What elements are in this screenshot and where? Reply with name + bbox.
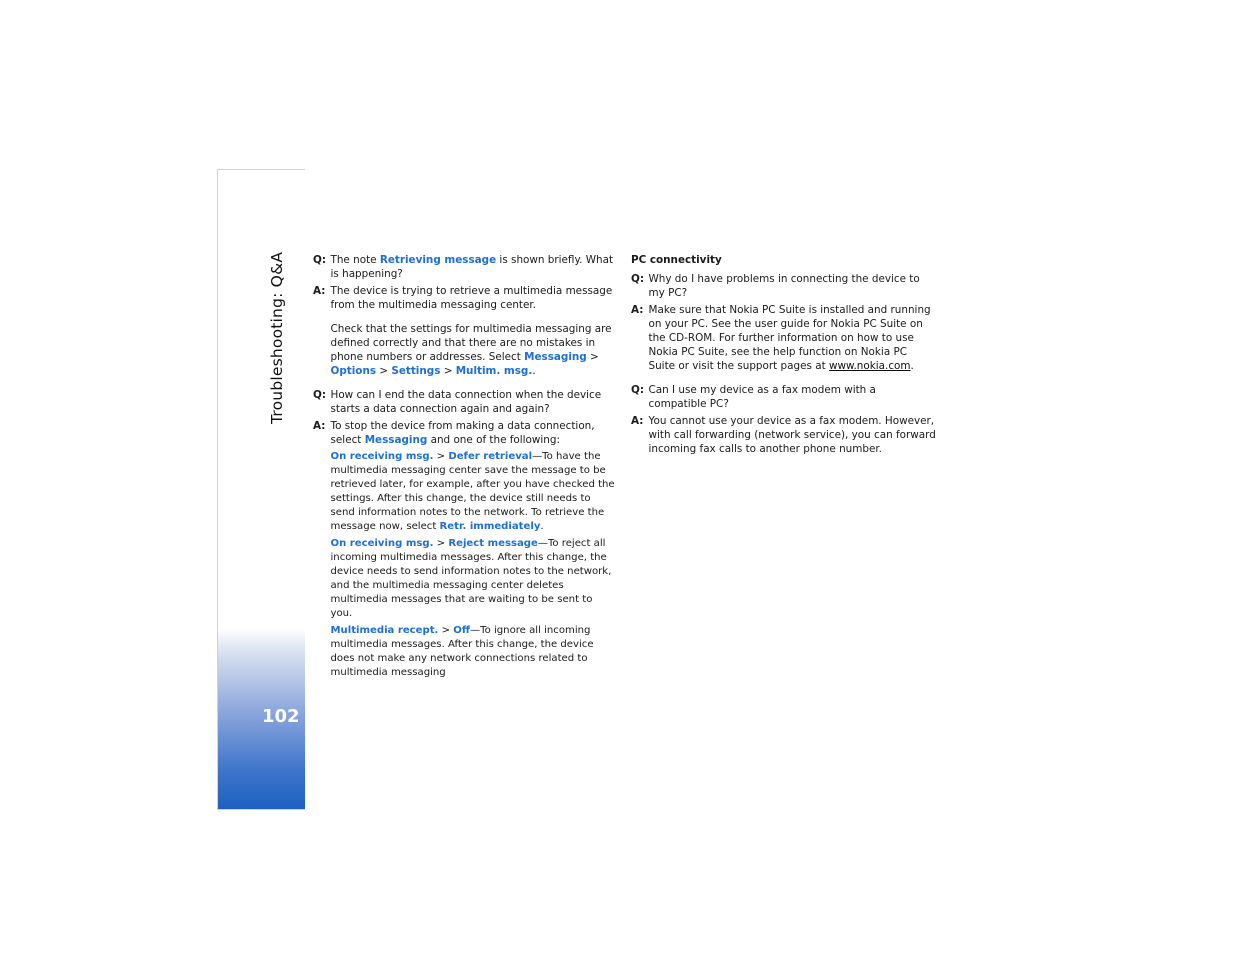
option-description: —To ignore all incoming multimedia messages. After this change, the device does not make any network connections related to multimedia messaging xyxy=(330,625,594,678)
question-text: Why do I have problems in connecting the device to my PC? xyxy=(648,273,920,299)
page-number: 102 xyxy=(262,706,300,727)
answer-settings-paragraph: Check that the settings for multimedia messaging are defined correctly and that there are no mistakes in phone numbers or addresses. Select Messaging > Options > Settings > Multim. msg.. xyxy=(330,323,612,377)
question-tag: Q: xyxy=(313,389,326,401)
option-defer-retrieval: On receiving msg. > Defer retrieval—To have the multimedia messaging center save the message to be retrieved later, for example, after you have checked the settings. After this change, the device still needs to send information notes to the network. To retrieve the message now, select Retr. immediately. xyxy=(330,451,615,532)
question-fax-modem xyxy=(631,383,936,411)
chapter-title-text: Troubleshooting: Q&A xyxy=(268,251,286,424)
answer-tag: A: xyxy=(631,415,644,427)
option-defer-retrieval-label[interactable]: Defer retrieval xyxy=(448,451,533,462)
question-tag: Q: xyxy=(631,273,644,285)
section-title: PC connectivity xyxy=(631,254,722,266)
answer-text: To stop the device from making a data connection, select xyxy=(330,420,595,446)
question-retrieving-message xyxy=(313,253,615,281)
answer-text: Make sure that Nokia PC Suite is installed and running on your PC. See the user guide for Nokia PC Suite on the CD-ROM. For further information on how to use Nokia PC Suite, see the help function on Nokia PC Suite or visit the support pages at xyxy=(648,304,931,372)
right-column xyxy=(631,253,936,459)
menu-messaging[interactable]: Messaging xyxy=(364,434,428,446)
answer-tag: A: xyxy=(313,420,326,432)
option-description: —To reject all incoming multimedia messages. After this change, the device needs to send information notes to the network, and the multimedia messaging center deletes multimedia messages that are waiting to be sent to you. xyxy=(330,538,612,619)
question-data-connection xyxy=(313,388,615,416)
answer-data-connection: A: To stop the device from making a data connection, select Messaging and one of the following: xyxy=(313,420,595,446)
option-multimedia-recept[interactable]: Multimedia recept. xyxy=(330,625,439,636)
answer-pc-connection: A: Make sure that Nokia PC Suite is installed and running on your PC. See the user guide for Nokia PC Suite on the CD-ROM. For further information on how to use Nokia PC Suite, see the help function on Nokia PC Suite or visit the support pages at www.nokia.com. xyxy=(631,304,931,372)
menu-settings[interactable]: Settings xyxy=(391,365,441,377)
menu-options[interactable]: Options xyxy=(330,365,377,377)
option-reject-message: On receiving msg. > Reject message—To reject all incoming multimedia messages. After this change, the device needs to send information notes to the network, and the multimedia messaging center deletes multimedia messages that are waiting to be sent to you. xyxy=(330,538,612,619)
paragraph-text: Check that the settings for multimedia messaging are defined correctly and that there are no mistakes in phone numbers or addresses. Select xyxy=(330,323,612,363)
question-text: The note xyxy=(330,254,380,266)
menu-messaging[interactable]: Messaging xyxy=(524,351,587,363)
question-tag: Q: xyxy=(313,254,326,266)
menu-multim-msg[interactable]: Multim. msg. xyxy=(455,365,533,377)
option-multimedia-recept-off: Multimedia recept. > Off—To ignore all incoming multimedia messages. After this change, the device does not make any network connections related to multimedia messaging xyxy=(330,625,594,678)
answer-text: The device is trying to retrieve a multimedia message from the multimedia messaging center. xyxy=(330,285,613,311)
option-reject-message-label[interactable]: Reject message xyxy=(448,538,538,549)
retrieving-message-term: Retrieving message xyxy=(379,254,497,266)
question-pc-connection xyxy=(631,272,936,300)
option-on-receiving-msg[interactable]: On receiving msg. xyxy=(330,451,434,462)
question-text: Can I use my device as a fax modem with a compatible PC? xyxy=(648,384,876,410)
answer-fax-modem xyxy=(631,414,936,456)
answer-retrieving-message xyxy=(313,284,615,312)
question-tag: Q: xyxy=(631,384,644,396)
question-text-end: is shown briefly. What is happening? xyxy=(330,254,614,280)
option-off-label[interactable]: Off xyxy=(453,625,471,636)
answer-tag: A: xyxy=(631,304,644,316)
answer-tag: A: xyxy=(313,285,326,297)
nokia-website-link[interactable]: www.nokia.com xyxy=(828,360,911,372)
option-retr-immediately[interactable]: Retr. immediately xyxy=(439,521,541,532)
question-text: How can I end the data connection when the device starts a data connection again and again? xyxy=(330,389,602,415)
left-column xyxy=(313,253,615,683)
option-on-receiving-msg[interactable]: On receiving msg. xyxy=(330,538,434,549)
answer-text: You cannot use your device as a fax modem. However, with call forwarding (network service), you can forward incoming fax calls to another phone number. xyxy=(648,415,936,455)
option-description: —To have the multimedia messaging center save the message to be retrieved later, for example, after you have checked the settings. After this change, the device still needs to send information notes to the network. To retrieve the message now, select xyxy=(330,451,615,532)
